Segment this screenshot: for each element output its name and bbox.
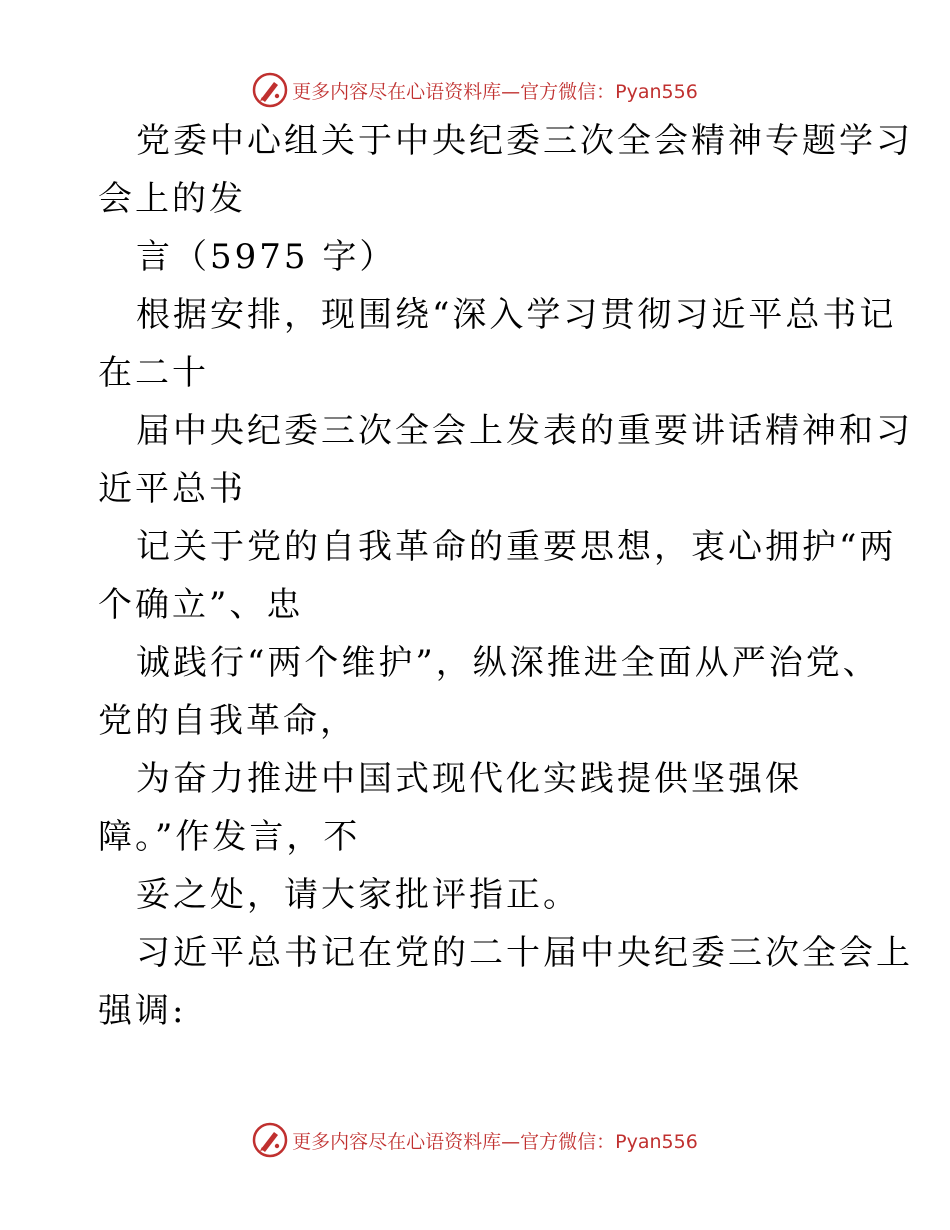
- paragraph-line: 障。”作发言，不: [98, 817, 361, 857]
- banner-contact: 官方微信：Pyan556: [520, 1130, 698, 1153]
- banner-site-name: 更多内容尽在心语资料库: [292, 80, 502, 103]
- banner-text: [292, 1127, 698, 1154]
- footer-banner: [0, 1120, 950, 1160]
- header-banner: [0, 70, 950, 110]
- brush-pen-logo-icon: [252, 72, 288, 108]
- paragraph-line: 根据安排，现围绕“深入学习贯彻习近平总书记: [136, 295, 897, 335]
- banner-site-name: 更多内容尽在心语资料库: [292, 1130, 502, 1153]
- banner-separator: —: [501, 1130, 521, 1153]
- paragraph-line: 在二十: [98, 353, 209, 393]
- paragraph-line: 习近平总书记在党的二十届中央纪委三次全会上: [136, 933, 913, 973]
- title-line-2: 会上的发: [98, 179, 246, 219]
- brush-pen-logo-icon: [252, 1122, 288, 1158]
- banner-content: [252, 72, 698, 108]
- title-line-1: 党委中心组关于中央纪委三次全会精神专题学习: [136, 121, 913, 161]
- paragraph-line: 强调:: [98, 991, 187, 1031]
- paragraph-line: 近平总书: [98, 469, 246, 509]
- paragraph-line: 妥之处，请大家批评指正。: [136, 875, 580, 915]
- banner-content: [252, 1122, 698, 1158]
- paragraph-line: 个确立”、忠: [98, 585, 304, 625]
- banner-text: [292, 77, 698, 104]
- paragraph-line: 党的自我革命，: [98, 701, 357, 741]
- title-line-3: 言（5975 字）: [136, 237, 397, 277]
- paragraph-line: 届中央纪委三次全会上发表的重要讲话精神和习: [136, 411, 913, 451]
- banner-contact: 官方微信：Pyan556: [520, 80, 698, 103]
- paragraph-line: 为奋力推进中国式现代化实践提供坚强保: [136, 759, 802, 799]
- paragraph-line: 记关于党的自我革命的重要思想，衷心拥护“两: [136, 527, 897, 567]
- document-body: [98, 112, 913, 1040]
- banner-separator: —: [501, 80, 521, 103]
- paragraph-line: 诚践行“两个维护”，纵深推进全面从严治党、: [136, 643, 880, 683]
